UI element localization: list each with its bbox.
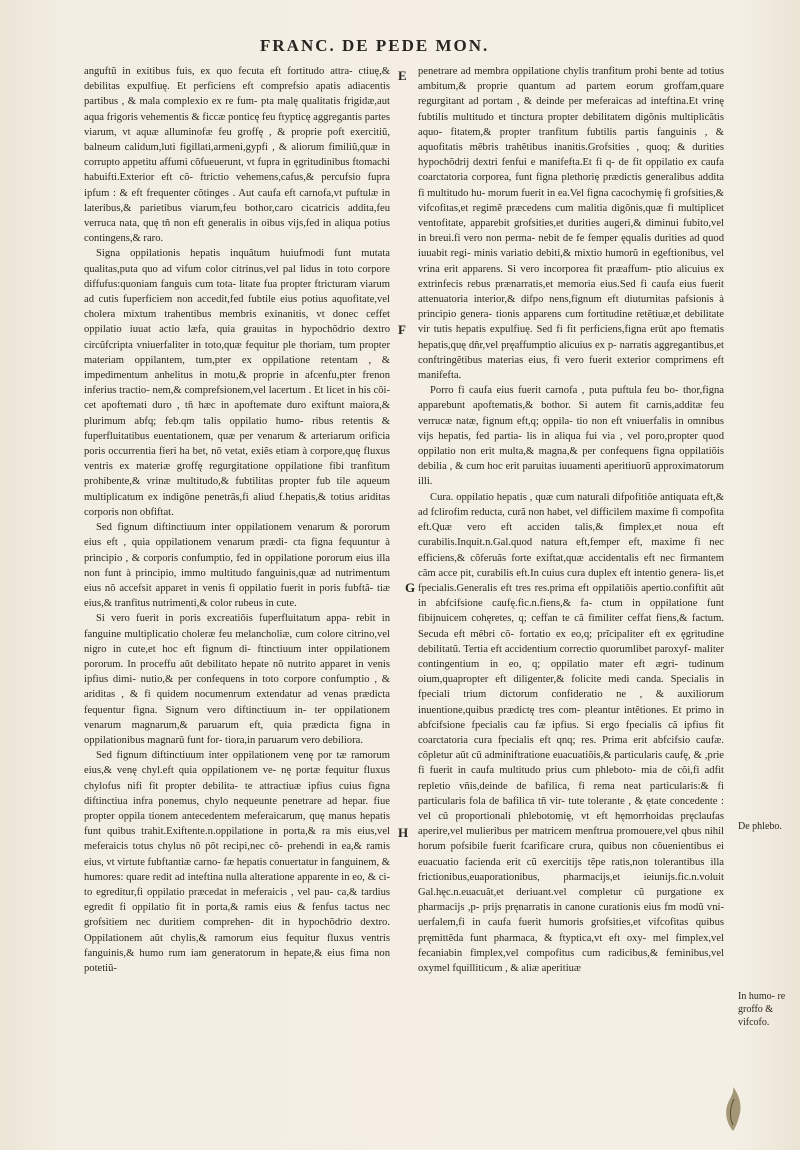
section-marker-e: E — [398, 68, 407, 83]
paragraph: Sed fignum diftinctiuum inter oppilationem venarum & pororum eius eft , quia oppilationem venarum prædi- cta figna fequuntur à principio , & corporis confumptio, fed in oppilatione pororum eius illa non funt à principio, immo multitudo fanguinis,quæ ad nutrimentum eius nõ accefsit apparet in venis fi oppilatio fuerit in poris fubftã- tiæ eius,& tranfitus nutrimenti,& color rubeus in cute. — [84, 522, 390, 610]
margin-note-in-humore: In humo- re groffo & vifcofo. — [738, 991, 786, 1028]
left-column — [84, 64, 390, 976]
margin-note-de-phlebo: De phlebo. — [738, 821, 782, 832]
running-head: FRANC. DE PEDE MON. — [260, 36, 490, 55]
fleuron-ornament — [720, 1085, 746, 1133]
paragraph: Cura. oppilatio hepatis , quæ cum naturali difpofitiõe antiquata eft,& ad fclirofim reducta, curã non habet, vel difficilem maxime fi compofita eft.Quæ vero eft acciden talis,& fimplex,et noua eft curabilis.Inquit.n.Gal.quod natura eft,femper eft, maxime fi nec efficiens,& cõferuãs forte exiftat,quæ accidentalis eft nec firmantem cãm acce pit, curabilis eft.In cuius cura duplex eft intentio genera- lis,et fpecialis.Generalis eft tres res.prima eft oppilatiõis apertio.confiftit aũt in abfcifsione caufę.fic.n.fiens,& fa- ctum in oppilatione funt fibijnuicem cohęretes, q; ceffan te cã fimiliter ceffat fiens,& factum. Secuda eft mẽbri cõ- fortatio ex eo,q; prĩcipaliter eft ex ęgritudine debilitatũ. Tertia eft accidentium correctio quorumlibet paroxyf- maliter contingentium in eo, q; oppilatio mater eft ægri- tudinum oium,quapropter eft diligenter,& folicite medi canda. Specialis in fpeciali trium dictorum confideratio ne , & auxiliorum inuentione,quibus prædictę tres com- pleantur intẽtiones. Et primo in abfcifsione fpecialis cau fæ ipfius. Si ergo fpecialis cã ipfius fit coarctatoria cura fpecialis eft qnq; res. Prima erit abfcifsio caufæ. cõpletur aũt cũ adminiftratione euacuatiõis,& particularis caufę, & ,prie fi fuerit in caufa multitudo prius cum phleboto- mia de cõi,fi adfit repletio vñis,deinde de bafilica, fi rema neat particularis:& fi particularis fola de bafilica tñ vir- tute tolerante , & ętate concedente : vel cũ proportionali phlebotomię, vt eft hęmorrhoidas pręclaufas aperire,vel mulieribus per matricem menftrua promouere,vel qbus nihil horum pofsibile fuerit fcarificare crura, quibus non cõuenientibus ei euacuatio facienda erit cũ exercitijs tẽpe ratis,non tolerantibus illa frictionibus,euaporationibus, pharmacijs,et ieiunijs.fic.n.voluit Gal.hęc.n.euacuãt,et deriuant.vel completur cũ purgatione ex pharmacijs ,p- prijs pręnarratis in canone curationis eius fm modũ vni- uerfalem,fi in caufa fuerit humoris grofsities,et vifcofitas quibus pręmittẽda funt pharmaca, & ftyptica,vt eft oxy- mel fimplex,vel fecaniabin fimplex,vel compofitus cum radicibus,& feminibus,vel oxymel fquilliticum , & aliæ aperitiuæ — [418, 491, 724, 974]
right-column — [418, 64, 724, 976]
section-marker-g: G — [405, 580, 416, 595]
section-marker-h: H — [398, 825, 409, 840]
paragraph: Signa oppilationis hepatis inquãtum huiufmodi funt mutata qualitas,puta quo ad vifum color citrinus,vel pal lidus in toto corpore diffufus:quoniam fanguis cum tota- litate fua propter ftricturam viarum ad cutis fuperficiem non accedit,fed fubtile eius potius aquofitate,vel cholera mixtum trahentibus membris exinanitis, vt donec ceffet oppilatio iuuat actio læfa, quia grauitas in hypochõdrio dextro circũfcripta vniuerfaliter in toto,quæ fequitur ple thoriam, tum propter materiam oppilantem, tum,pter ex oppilatione retentam , & impedimentum anhelitus in motu,& proprie in afcenfu,pter frenon inferius tractio- nem,& comprefsionem,vel lacertum . Et licet in his cõi- cet apoftemati duro , tñ hæc in apoftemate duro exiftunt maiora,& plurimum abfq; feb.qm talis oppilatio humo- ribus retentis & fuperfluitatibus euentationem, quæ per venarum & arteriarum orificia poris occurrentia fieri ha bet, nõ vetat, exiẽs etiam à corpore,quę fluxus ventris ex materiæ groffę regurgitatione oppilatione fibi tranfitum prohibente,& vrinæ multitudo,& fubtilitas propter fub tile aqueum multiplicatum ex indigõne penetrãs,fi aliud f.hepatis,& totius ariditas corporis non obfiftat. — [84, 248, 390, 518]
paragraph: Porro fi caufa eius fuerit carnofa , puta puftula feu bo- thor,figna apparebunt apoftematis,& bothor. Si autem fit carnis,additæ feu verrucæ natæ, fignum eft,q; oppila- tio non eft vniuerfalis in omnibus vijs hepatis, fed partia- lis in aliqua fui via , vel poro,propter quod oppilatio non erit multa,& magna,& per confequens figna oppilatiõis debilia , & cum hoc erit paruitas iuuamenti aperitiuorũ approximatorum illi. — [418, 385, 724, 488]
paragraph: Sed fignum diftinctiuum inter oppilationem venę por tæ ramorum eius,& venę chyl.eft quia oppilationem ve- nę portæ fequitur fluxus chylofus nifi fit propter debilita- te attractiuæ ipfius cuius figna diftinctiua infra ponemus, chylo nequeunte penetrare ad hepar. fiue propter oppila tionem antecedentem meferaicarum, quę manus hepatis funt quibus trahit.Exiftente.n.oppilatione in porta,& ra mis eius,vel meferaicis totus chylus nõ põt recipi,nec cõ- prehendi in ea,& ramis eius, vt virtute fubftantiæ carno- fæ hepatis conuertatur in fanguinem, & humores: quare redit ad inteftina nulla alteratione apparente in eo, & ci- to egreditur,fi oppilatio præcedat in meferaicis , vel pau- ca,& tardius egredit fi oppilatio fit in porta,& ramis eius & fenfus tactus nec grofsitiem nec duritiem comprehen- dit in hypochõdrio dextro. Oppilationem aũt chylis,& ramorum eius fequitur fluxus ventris fanguinis,& humo rum iam generatorum in hepate,& eius fima non potetiũ- — [84, 750, 390, 974]
section-marker-f: F — [398, 322, 406, 337]
paragraph: Si vero fuerit in poris excreatiõis fuperfluitatum appa- rebit in fanguine multiplicatio choleræ feu melancholiæ, cum colore citrino,vel nigro in cute,et hoc eft fignum di- ftinctiuum inter oppilationem pororum. In proceffu aũt debilitato hepate nõ nutrito apparet in venis ipfius dimi- nutio,& per confequens in toto corpore confumptio , & ariditas , & fi quidem nocumenrum extendatur ad venas prædicta fequentur figna. Signum vero diftinctiuum in- ter oppilationem venarum magnarum,& paruarum eft, quia prædicta figna in oppilationibus magnarũ funt for- tiora,in paruarum vero debiliora. — [84, 613, 390, 746]
paragraph: anguftũ in exitibus fuis, ex quo fecuta eft fortitudo attra- ctiuę,& debilitas expulfiuę. Et perficiens eft comprefsio apatis adiacentis partibus , & mala complexio ex re fum- pta malę qualitatis frigidæ,aut aqua frigoris vehementis & ficcæ ponticę feu ftypticę aggregantis partes viarum, vt aquæ alluminofæ feu groffę , & proprie poft exercitiũ, balneum calidum,luti figillati,armeni,gypfi , & aliorum fimiliũ,quæ in corrupto appetitu affumi cõfueuerunt, vt fupra in ęgritudinibus ftomachi habuifti.Exterior eft cõ- ftrictio vehemens,cafus,& percufsio fupra ipfum : & eft frequenter cõtinges . Aut caufa eft carnofa,vt puftulæ in lateribus,& parietibus viarum,feu bothor,caro cicatricis addita,feu verruca nata, quę tñ non eft generalis in oibus vijs,fed in aliqua potius contingens,& raro. — [84, 66, 390, 245]
paragraph: penetrare ad membra oppilatione chylis tranfitum prohi bente ad totius ambitum,& proprie quantum ad partem eorum groffam,quare regurgitant ad portam , & deinde per meferaicas ad inteftina.Et vrinę fubtilis multitudo et tinctura propter debilitatem digõnis multiplicãtis aquo- fitatem,& propter tranfitum fubtilis partis fanguinis , & aquofitatis mẽbris trahẽtibus inanitis.Grofsities , quoq; & durities hypochõdrij dextri fenfui e manifefta.Et fi q- de fit oppilatio ex caufa coarctatoria corporea, funt figna plethorię prædictis generalibus addita fi multitudo hu- morum fuerit in ea.Vel figna cacochymię fi grofsities,& vifcofitas,et regimẽ præcedens cum malitia digõnis,quæ fi multiplicet ventofitate, apparebit grofsities,et durities augeri,& diminui fubito,vel in breui.fi vero non perma- nebit de fe femper ęqualis durities ad quod iuuabit regi- minis variatio debiti,& mixtio humorũ in egeftionibus, vel vrina erit apparens. Si vero incorporea fit præaffum- ptio alicuius ex extrinfecis rebus prænarratis,et memoria eius.Sed fi caufa eius fuerit attenuatoria interior,& difpo nens,fignum eft diuturnitas pafsionis à principio genera- tionis apparens cum fortitudine retẽtiuæ,et debilitate vir tutis hepatis expulfiuę. Sed fi fit perficiens,figna erũt apo ftematis hepatis,quę dñr,vel pręaffumptio alicuius ex p- narratis aggregantibus,et conftringẽtibus materias eius, fi vero fuerit exterior comprimens eft manifefta. — [418, 66, 724, 382]
